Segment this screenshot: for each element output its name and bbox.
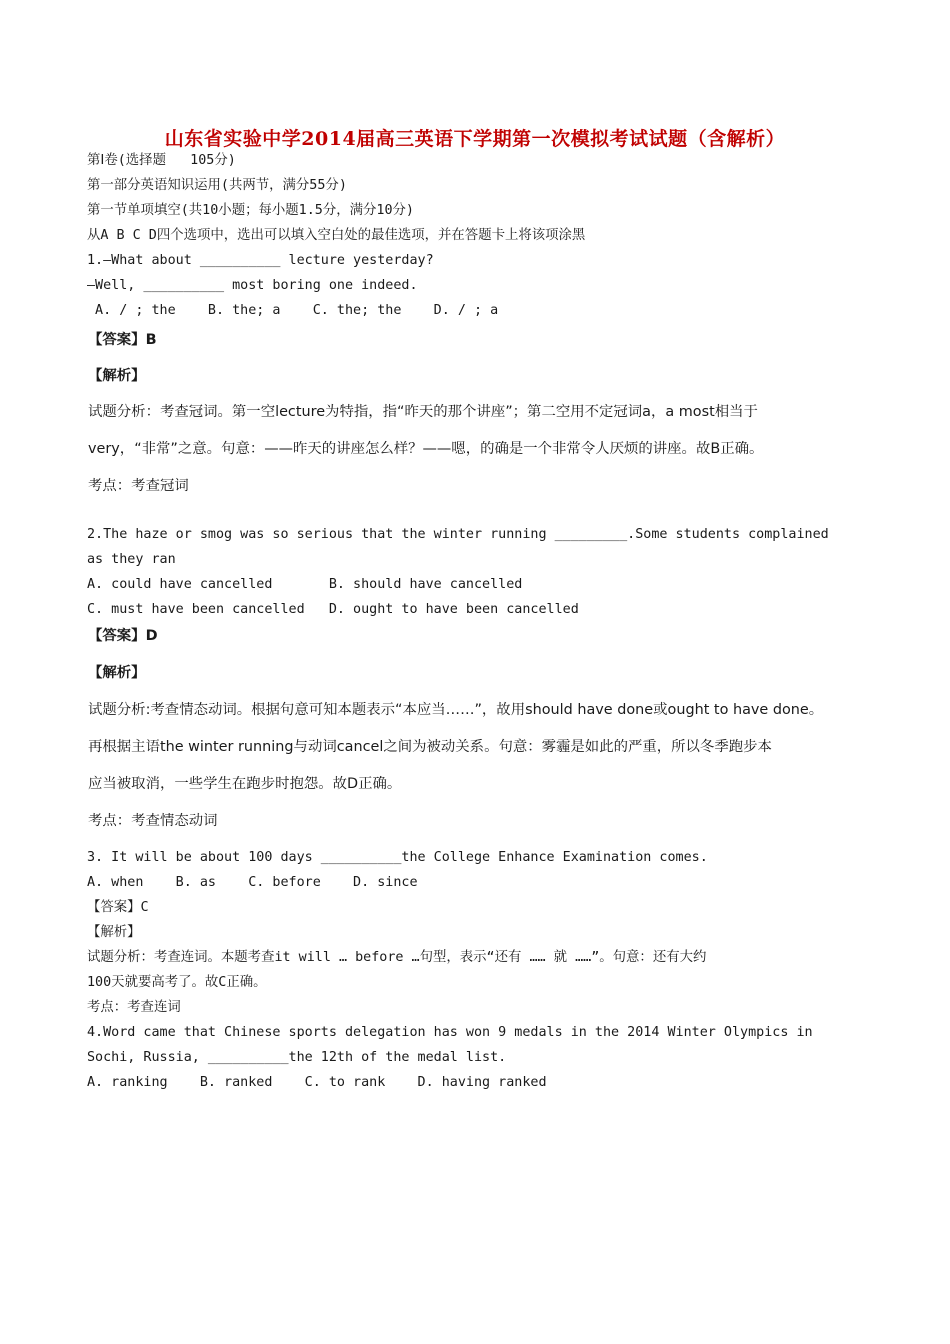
q2-options-line1: A. could have cancelled B. should have cancelled [87, 577, 523, 592]
q1-stem-line2: —Well, __________ most boring one indeed. [87, 278, 418, 293]
q2-answer: 【答案】D [88, 628, 158, 644]
q1-stem-line1: 1.—What about __________ lecture yesterday? [87, 253, 434, 268]
q4-options: A. ranking B. ranked C. to rank D. having ranked [87, 1075, 547, 1090]
q3-answer: 【答案】C [87, 900, 149, 915]
q1-options: A. / ; the B. the; a C. the; the D. / ; a [87, 303, 499, 318]
q1-answer: 【答案】B [88, 332, 157, 348]
q2-analysis-label: 【解析】 [88, 665, 146, 681]
q1-analysis-line1: 试题分析：考查冠词。第一空lecture为特指，指“昨天的那个讲座”；第二空用不定冠词a，a most相当于 [88, 404, 758, 420]
q2-stem-line2: as they ran [87, 552, 176, 567]
subsection-heading: 第一节单项填空(共10小题；每小题1.5分，满分10分) [87, 203, 414, 218]
q3-point: 考点：考查连词 [87, 1000, 181, 1015]
q3-analysis-label: 【解析】 [87, 925, 141, 940]
q2-analysis-line1: 试题分析:考查情态动词。根据句意可知本题表示“本应当……”，故用should have done或ought to have done。 [88, 702, 824, 718]
q3-analysis-line2: 100天就要高考了。故C正确。 [87, 975, 267, 990]
q2-point: 考点：考查情态动词 [88, 813, 218, 829]
q2-options-line2: C. must have been cancelled D. ought to have been cancelled [87, 602, 579, 617]
q4-stem-line1: 4.Word came that Chinese sports delegation has won 9 medals in the 2014 Winter Olympics in [87, 1025, 813, 1040]
part-heading: 第一部分英语知识运用(共两节，满分55分) [87, 178, 347, 193]
q2-stem-line1: 2.The haze or smog was so serious that the winter running _________.Some students complained [87, 527, 829, 542]
q2-analysis-line2: 再根据主语the winter running与动词cancel之间为被动关系。句意：雾霾是如此的严重，所以冬季跑步本 [88, 739, 772, 755]
q1-point: 考点：考查冠词 [88, 478, 189, 494]
q3-options: A. when B. as C. before D. since [87, 875, 418, 890]
q2-analysis-line3: 应当被取消，一些学生在跑步时抱怨。故D正确。 [88, 776, 402, 792]
instructions: 从A B C D四个选项中，选出可以填入空白处的最佳选项，并在答题卡上将该项涂黑 [87, 228, 586, 243]
section-heading: 第Ⅰ卷(选择题 105分) [87, 153, 236, 168]
q3-stem: 3. It will be about 100 days __________the College Enhance Examination comes. [87, 850, 708, 865]
q1-analysis-line2: very，“非常”之意。句意：——昨天的讲座怎么样？——嗯，的确是一个非常令人厌烦的讲座。故B正确。 [88, 441, 764, 457]
document-title: 山东省实验中学2014届高三英语下学期第一次模拟考试试题（含解析） [164, 128, 786, 150]
q4-stem-line2: Sochi, Russia, __________the 12th of the medal list. [87, 1050, 507, 1065]
q1-analysis-label: 【解析】 [88, 368, 146, 384]
q3-analysis-line1: 试题分析：考查连词。本题考查it will … before …句型，表示“还有 …… 就 ……”。句意：还有大约 [87, 950, 707, 965]
